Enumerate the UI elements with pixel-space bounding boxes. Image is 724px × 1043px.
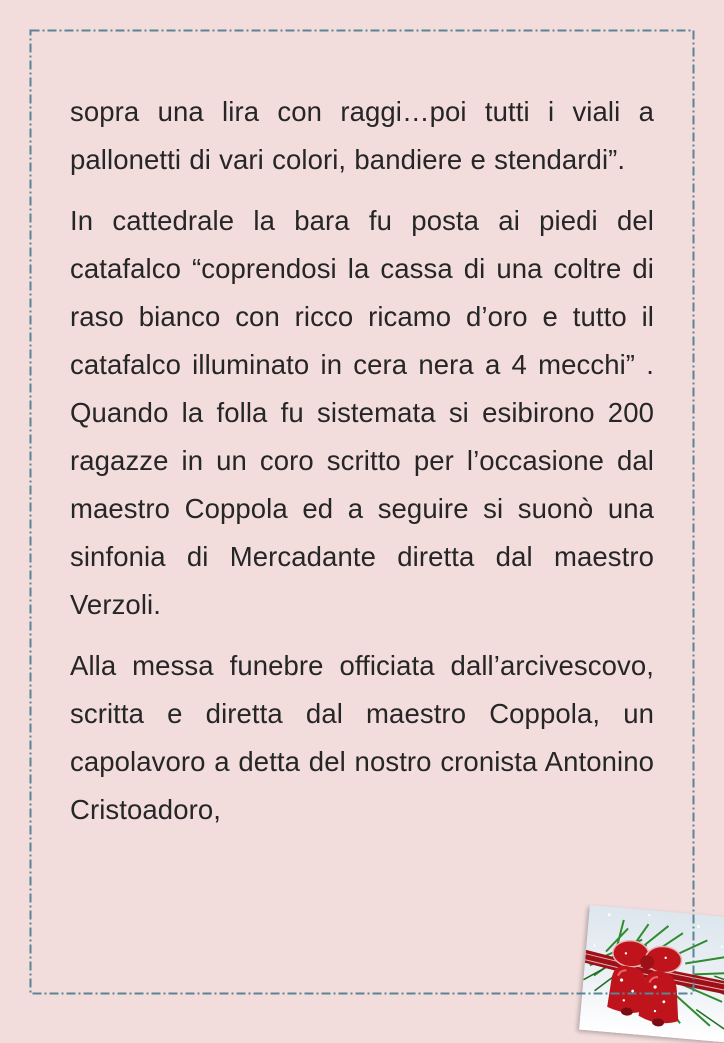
christmas-bells-icon [579, 905, 724, 1043]
paragraph-3: Alla messa funebre officiata dall’arcivescovo, scritta e diretta dal maestro Coppola, un capolavoro a detta del nostro cronista Antonino Cristoadoro, [70, 650, 654, 825]
paragraph-1: sopra una lira con raggi…poi tutti i viali a pallonetti di vari colori, bandiere e stendardi”. [70, 96, 654, 175]
document-body [70, 88, 654, 847]
paragraph-2: In cattedrale la bara fu posta ai piedi del catafalco “coprendosi la cassa di una coltre di raso bianco con ricco ricamo d’oro e tutto il catafalco illuminato in cera nera a 4 mecchi” . Quando la folla fu sistemata si esibirono 200 ragazze in un coro scritto per l’occasione dal maestro Coppola ed a seguire si suonò una sinfonia di Mercadante diretta dal maestro Verzoli. [70, 205, 654, 620]
